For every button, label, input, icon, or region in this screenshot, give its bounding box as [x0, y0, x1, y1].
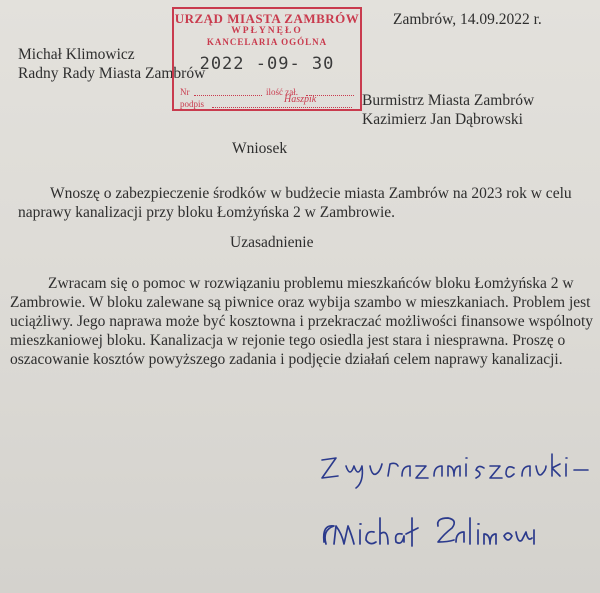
recipient-title: Burmistrz Miasta Zambrów: [362, 92, 535, 109]
justification-line-2: Zambrowie. W bloku zalewane są piwnice oraz wybija szambo w mieszkaniach. Problem jest: [10, 294, 591, 311]
sender-name: Michał Klimowicz: [18, 46, 135, 63]
request-line-1: Wnoszę o zabezpieczenie środków w budżecie miasta Zambrów na 2023 rok w celu: [50, 185, 572, 202]
justification-title: Uzasadnienie: [230, 234, 314, 251]
received-stamp: [172, 7, 362, 111]
recipient-name: Kazimierz Jan Dąbrowski: [362, 111, 523, 128]
stamp-signature-label: podpis: [180, 99, 205, 109]
stamp-title: URZĄD MIASTA ZAMBRÓW: [174, 11, 360, 26]
sender-role: Radny Rady Miasta Zambrów: [18, 65, 206, 82]
stamp-count-label: ilość zał.: [266, 87, 298, 97]
justification-line-3: uciążliwy. Jego naprawa może być kosztowna i przekraczać możliwości finansowe wspólnoty: [10, 313, 594, 330]
place-date: Zambrów, 14.09.2022 r.: [393, 11, 542, 28]
stamp-nr-line: [194, 95, 262, 96]
stamp-date: 2022 -09- 30: [199, 54, 335, 74]
signature-handwriting: [318, 512, 538, 560]
document-title: Wniosek: [232, 140, 288, 157]
justification-line-1: Zwracam się o pomoc w rozwiązaniu problemu mieszkańców bloku Łomżyńska 2 w: [48, 275, 574, 292]
request-line-2: naprawy kanalizacji przy bloku Łomżyńska 2 w Zambrowie.: [18, 204, 396, 221]
stamp-initials: Haszpik: [284, 94, 317, 105]
justification-line-4: mieszkaniowej bloku. Kanalizacja w rejonie tego osiedla jest stara i niesprawna. Proszę o: [10, 332, 566, 349]
stamp-nr-label: Nr: [180, 87, 190, 97]
justification-line-5: oszacowanie kosztów powyższego zadania i podjęcie działań celem naprawy kanalizacji.: [10, 351, 563, 368]
stamp-signature-line: [212, 107, 352, 108]
stamp-received: WPŁYNĘŁO: [231, 26, 303, 36]
regards-handwriting: [318, 448, 596, 492]
stamp-office: KANCELARIA OGÓLNA: [206, 37, 328, 47]
